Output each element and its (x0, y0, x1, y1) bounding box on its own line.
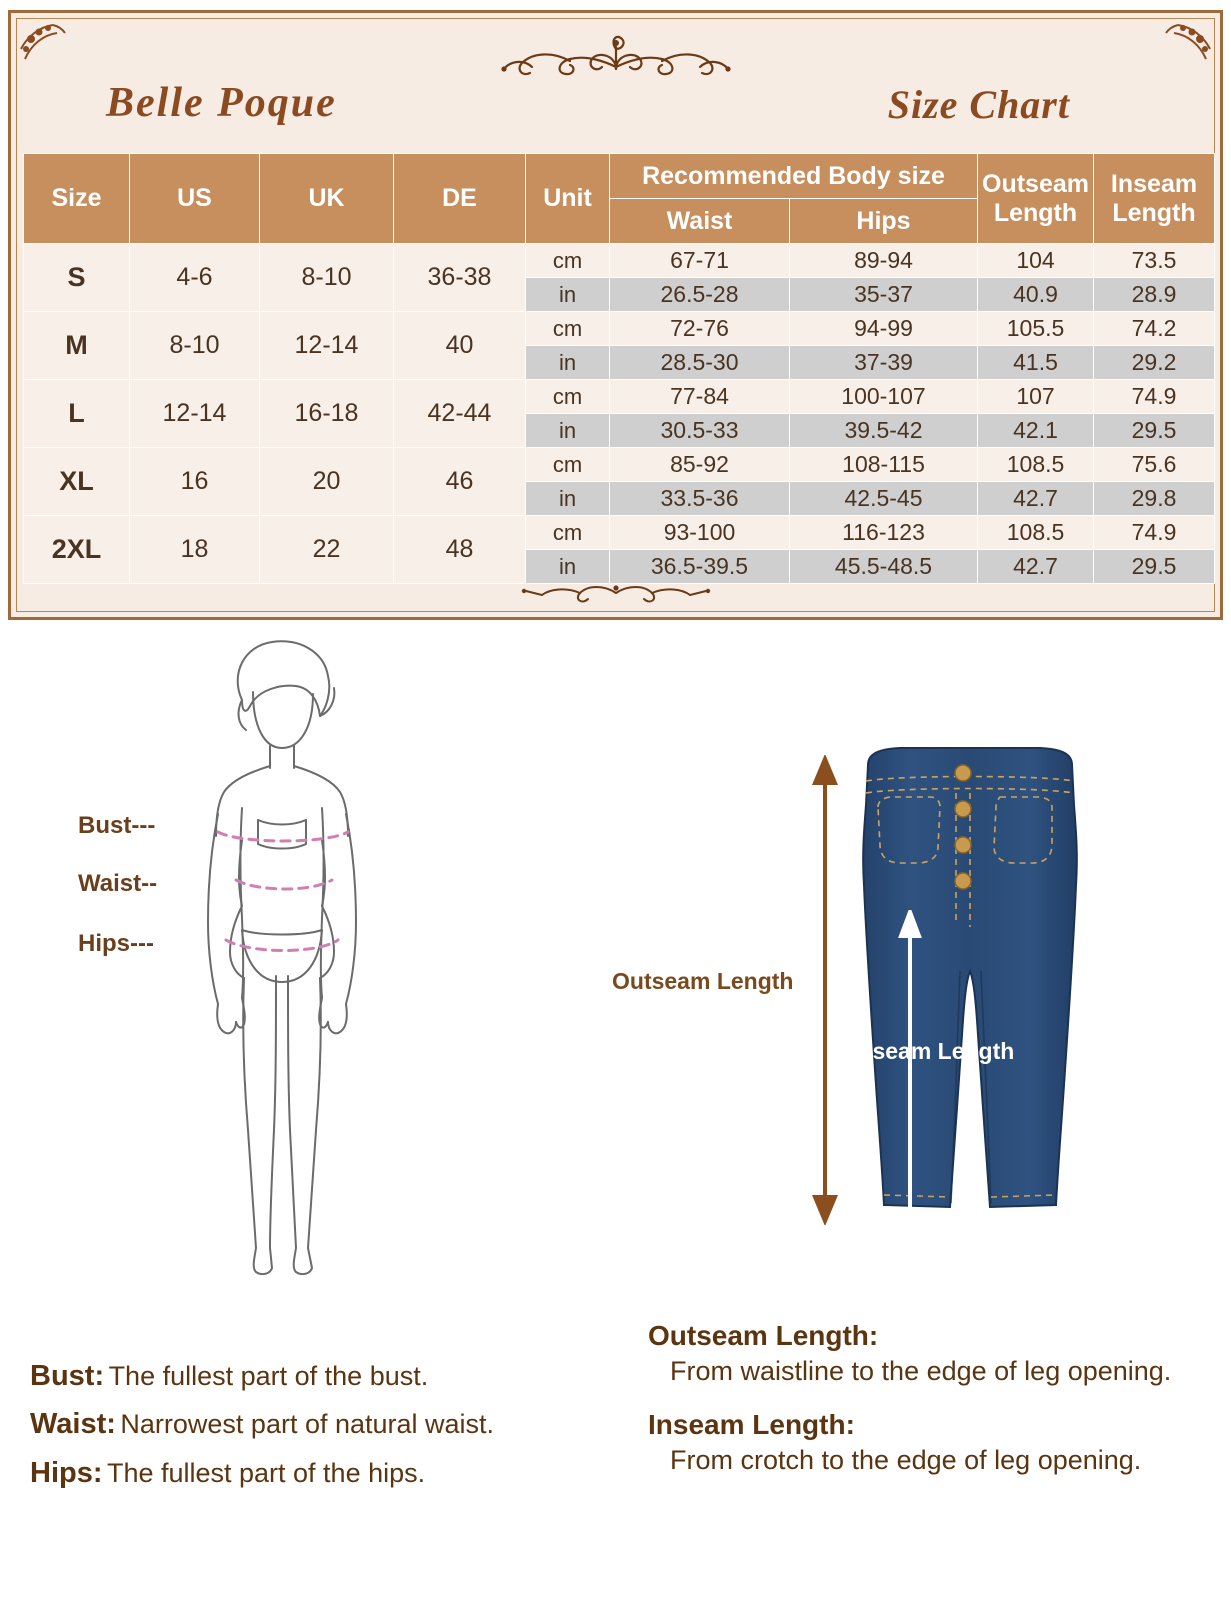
definition-term: Outseam Length: (648, 1320, 879, 1351)
cell-waist-cm: 85-92 (610, 448, 790, 482)
th-outseam-line1: Outseam (982, 169, 1089, 198)
cell-inseam-cm: 74.9 (1094, 380, 1215, 414)
table-row (24, 244, 1215, 278)
corner-flourish-icon (1144, 19, 1214, 79)
definition-text: The fullest part of the bust. (108, 1361, 429, 1391)
definition-hips (30, 1455, 630, 1491)
cell-outseam-in: 42.1 (978, 414, 1094, 448)
cell-uk: 22 (260, 516, 394, 584)
bust-label: Bust--- (78, 812, 156, 839)
definitions-left (30, 1358, 630, 1503)
definition-bust (30, 1358, 630, 1394)
cell-size: XL (24, 448, 130, 516)
th-waist: Waist (610, 199, 790, 244)
th-outseam-line2: Length (993, 198, 1078, 227)
th-uk: UK (260, 154, 394, 244)
cell-de: 48 (394, 516, 526, 584)
measurement-illustrations (0, 630, 1231, 1320)
th-hips: Hips (790, 199, 978, 244)
cell-unit-cm: cm (526, 516, 610, 550)
cell-hips-in: 39.5-42 (790, 414, 978, 448)
definitions-right (648, 1318, 1208, 1496)
cell-unit-cm: cm (526, 244, 610, 278)
inseam-arrow-icon (890, 910, 930, 1290)
cell-unit-cm: cm (526, 448, 610, 482)
table-row (24, 516, 1215, 550)
cell-uk: 16-18 (260, 380, 394, 448)
th-inseam-line2: Length (1112, 198, 1196, 227)
cell-inseam-in: 29.2 (1094, 346, 1215, 380)
definition-text: The fullest part of the hips. (106, 1457, 426, 1488)
corner-flourish-icon (17, 19, 87, 79)
page-title: Size Chart (887, 82, 1070, 127)
th-size: Size (24, 154, 130, 244)
cell-hips-in: 42.5-45 (790, 482, 978, 516)
cell-unit-in: in (526, 482, 610, 516)
cell-hips-cm: 89-94 (790, 244, 978, 278)
cell-waist-cm: 67-71 (610, 244, 790, 278)
cell-uk: 8-10 (260, 244, 394, 312)
cell-inseam-in: 29.5 (1094, 550, 1215, 584)
table-row (24, 448, 1215, 482)
cell-hips-in: 35-37 (790, 278, 978, 312)
cell-waist-in: 36.5-39.5 (610, 550, 790, 584)
cell-outseam-in: 41.5 (978, 346, 1094, 380)
cell-inseam-cm: 75.6 (1094, 448, 1215, 482)
waist-measure-line (236, 880, 332, 889)
cell-inseam-cm: 73.5 (1094, 244, 1215, 278)
cell-us: 12-14 (130, 380, 260, 448)
th-inseam-length (1094, 154, 1215, 244)
cell-outseam-cm: 107 (978, 380, 1094, 414)
definition-inseam-length (648, 1407, 1208, 1478)
definition-term: Waist: (30, 1408, 116, 1441)
definition-term: Hips: (30, 1456, 103, 1489)
definition-text: From crotch to the edge of leg opening. (670, 1444, 1142, 1475)
cell-inseam-in: 29.5 (1094, 414, 1215, 448)
cell-hips-in: 37-39 (790, 346, 978, 380)
cell-size: M (24, 312, 130, 380)
female-body-figure-icon (90, 630, 490, 1310)
table-header-row-1 (24, 154, 1215, 199)
table-row (24, 380, 1215, 414)
cell-outseam-cm: 105.5 (978, 312, 1094, 346)
cell-us: 16 (130, 448, 260, 516)
cell-size: S (24, 244, 130, 312)
cell-hips-cm: 100-107 (790, 380, 978, 414)
ornament-top-icon (466, 21, 766, 81)
cell-de: 42-44 (394, 380, 526, 448)
cell-unit-cm: cm (526, 312, 610, 346)
cell-unit-in: in (526, 414, 610, 448)
cell-de: 36-38 (394, 244, 526, 312)
cell-hips-cm: 108-115 (790, 448, 978, 482)
cell-inseam-in: 28.9 (1094, 278, 1215, 312)
waist-label: Waist-- (78, 870, 158, 897)
definition-text: From waistline to the edge of leg opening. (670, 1356, 1172, 1386)
th-unit: Unit (526, 154, 610, 244)
cell-inseam-in: 29.8 (1094, 482, 1215, 516)
cell-us: 8-10 (130, 312, 260, 380)
hips-label: Hips--- (78, 930, 154, 957)
definition-term: Bust: (30, 1360, 105, 1392)
definition-term: Inseam Length: (648, 1408, 855, 1440)
table-row (24, 312, 1215, 346)
th-recommended-body-size: Recommended Body size (610, 154, 978, 199)
outseam-length-label: Outseam Length (612, 968, 794, 994)
size-chart-table (23, 153, 1215, 584)
definition-text: Narrowest part of natural waist. (120, 1409, 495, 1440)
cell-waist-in: 26.5-28 (610, 278, 790, 312)
cell-inseam-cm: 74.9 (1094, 516, 1215, 550)
cell-outseam-cm: 104 (978, 244, 1094, 278)
bust-measure-line (218, 832, 348, 841)
cell-outseam-in: 42.7 (978, 482, 1094, 516)
definition-outseam-length (648, 1318, 1208, 1389)
definition-waist (30, 1406, 630, 1442)
cell-hips-cm: 94-99 (790, 312, 978, 346)
cell-us: 4-6 (130, 244, 260, 312)
cell-de: 46 (394, 448, 526, 516)
cell-waist-cm: 93-100 (610, 516, 790, 550)
cell-waist-in: 28.5-30 (610, 346, 790, 380)
cell-waist-cm: 77-84 (610, 380, 790, 414)
cell-waist-in: 30.5-33 (610, 414, 790, 448)
size-chart-card (8, 10, 1223, 620)
cell-us: 18 (130, 516, 260, 584)
cell-unit-cm: cm (526, 380, 610, 414)
cell-outseam-in: 40.9 (978, 278, 1094, 312)
cell-waist-cm: 72-76 (610, 312, 790, 346)
th-inseam-line1: Inseam (1110, 169, 1198, 198)
cell-size: 2XL (24, 516, 130, 584)
cell-unit-in: in (526, 278, 610, 312)
cell-outseam-cm: 108.5 (978, 516, 1094, 550)
cell-uk: 20 (260, 448, 394, 516)
cell-hips-cm: 116-123 (790, 516, 978, 550)
cell-size: L (24, 380, 130, 448)
cell-unit-in: in (526, 346, 610, 380)
th-de: DE (394, 154, 526, 244)
cell-unit-in: in (526, 550, 610, 584)
cell-hips-in: 45.5-48.5 (790, 550, 978, 584)
th-outseam-length (978, 154, 1094, 244)
inseam-length-label: Inseam Length (852, 1038, 1015, 1064)
cell-uk: 12-14 (260, 312, 394, 380)
th-us: US (130, 154, 260, 244)
cell-outseam-cm: 108.5 (978, 448, 1094, 482)
cell-de: 40 (394, 312, 526, 380)
outseam-arrow-icon (795, 755, 855, 1225)
cell-inseam-cm: 74.2 (1094, 312, 1215, 346)
cell-outseam-in: 42.7 (978, 550, 1094, 584)
brand-title: Belle Poque (106, 80, 337, 126)
cell-waist-in: 33.5-36 (610, 482, 790, 516)
